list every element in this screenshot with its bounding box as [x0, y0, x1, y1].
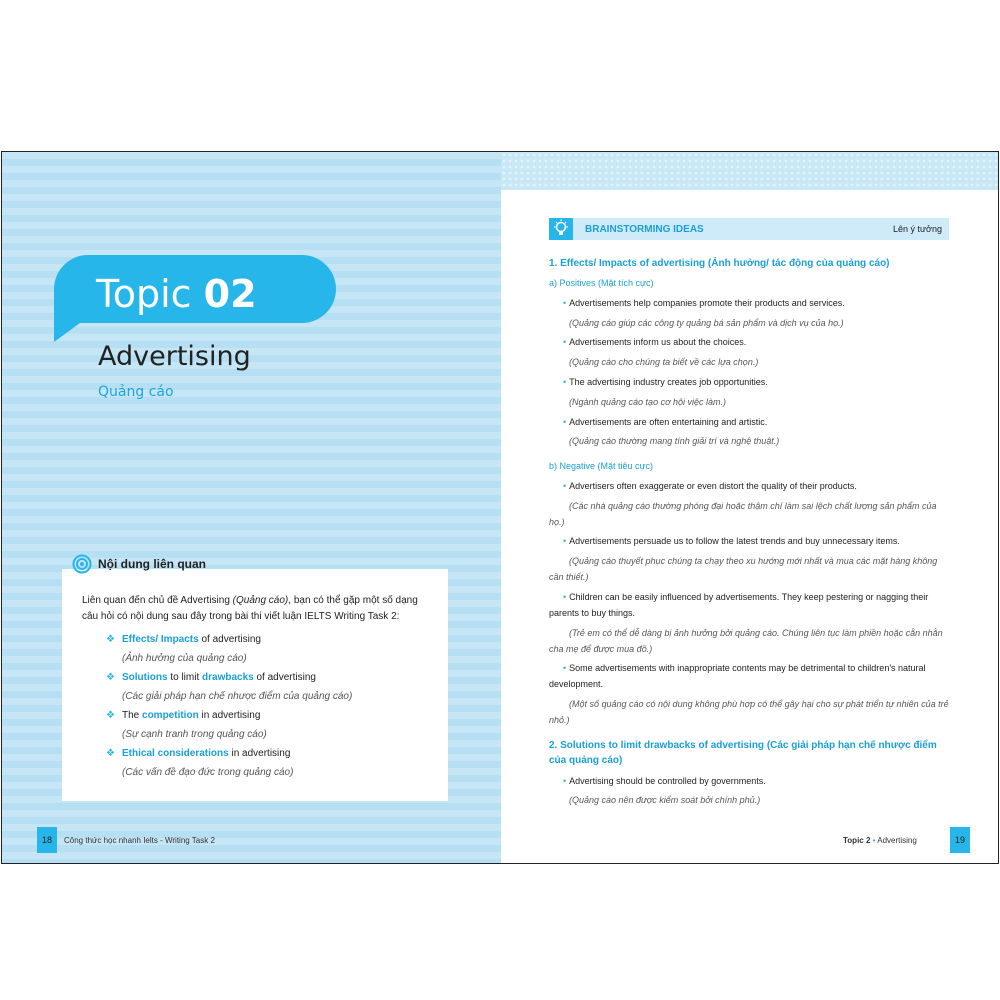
- bullet-icon: •: [563, 592, 567, 602]
- bullet-icon: •: [563, 776, 567, 786]
- bullet-icon: •: [563, 377, 567, 387]
- translation: (Quảng cáo cho chúng ta biết về các lựa chọn.): [569, 357, 759, 367]
- topic-label: Topic: [96, 272, 192, 316]
- page-number: 19: [950, 827, 970, 853]
- dotted-header-band: [501, 152, 999, 190]
- section-heading: 1. Effects/ Impacts of advertising (Ảnh hưởng/ tác động của quảng cáo): [549, 258, 890, 269]
- related-intro: Liên quan đến chủ đề Advertising (Quảng cáo), bạn có thể gặp một số dạng câu hỏi có nội dung sau đây trong bài thi viết luận IELTS Writing Task 2:: [82, 595, 418, 622]
- footer-text: Topic 2 • Advertising: [843, 836, 917, 845]
- page-number: 18: [37, 827, 57, 853]
- translation: (Quảng cáo nên được kiểm soát bởi chính phủ.): [569, 795, 761, 805]
- diamond-bullet-icon: ❖: [106, 634, 115, 645]
- list-item: • Advertisements help companies promote their products and services.: [563, 298, 845, 308]
- topic-number: 02: [203, 272, 257, 316]
- page-subtitle: Quảng cáo: [98, 384, 174, 400]
- topic-tab-tail: [54, 320, 84, 342]
- list-item: • Advertisements are often entertaining and artistic.: [563, 417, 768, 427]
- list-item: • Children can be easily influenced by advertisements. They keep pestering or nagging their parents to buy things.: [549, 592, 929, 618]
- list-item: • Advertisements persuade us to follow the latest trends and buy unnecessary items.: [563, 536, 900, 546]
- bullet-icon: •: [563, 481, 567, 491]
- left-page: Topic 02 Advertising Quảng cáo Nội dung liên quan Liên quan đến chủ đề Advertising (Quảng cáo), bạn có thể gặp một số dạng câu hỏi có nội dung sau đây trong bài thi viết luận IELTS Writing Task 2: ❖ Effects/ Impacts of advertising (Ảnh hưởng của quảng cáo) ❖ Solutions to limit drawbacks of advertising (Các giải pháp hạn chế nhược điểm của quảng cáo) ❖ The competition in advertising (Sự cạnh tranh trong quảng cáo) ❖ Ethical considerations in advertising (Các vấn đề đạo đức trong quảng cáo) 18 Công thức học nhanh Ielts - Writing Task 2: [2, 152, 501, 863]
- target-icon: [72, 554, 92, 574]
- topic-title: [96, 272, 257, 316]
- bullet-icon: •: [563, 337, 567, 347]
- bullet-icon: •: [563, 663, 567, 673]
- bullet-icon: •: [563, 298, 567, 308]
- translation: (Quảng cáo giúp các công ty quảng bá sản phẩm và dịch vụ của họ.): [569, 318, 844, 328]
- banner-title: BRAINSTORMING IDEAS: [585, 224, 704, 235]
- positives-label: a) Positives (Mặt tích cực): [549, 278, 654, 288]
- negatives-label: b) Negative (Mặt tiêu cực): [549, 461, 654, 471]
- banner-subtitle: Lên ý tưởng: [893, 224, 942, 234]
- translation: (Các nhà quảng cáo thường phóng đại hoặc thậm chí làm sai lệch chất lượng sản phẩm của họ.): [549, 501, 937, 527]
- list-item: • Advertisements inform us about the choices.: [563, 337, 747, 347]
- diamond-bullet-icon: ❖: [106, 672, 115, 683]
- related-heading: Nội dung liên quan: [98, 557, 206, 571]
- book-spread: [1, 151, 999, 864]
- section-heading: 2. Solutions to limit drawbacks of advertising (Các giải pháp hạn chế nhược điểm của quảng cáo): [549, 740, 937, 766]
- list-item: • Some advertisements with inappropriate contents may be detrimental to children's natural development.: [549, 663, 926, 689]
- right-page: [501, 152, 999, 863]
- bullet-icon: •: [563, 417, 567, 427]
- translation: (Trẻ em có thể dễ dàng bị ảnh hưởng bởi quảng cáo. Chúng liên tục làm phiền hoặc cằn nhằn cha mẹ để được mua đồ.): [549, 628, 943, 654]
- page-title: Advertising: [98, 341, 251, 372]
- list-item: • Advertising should be controlled by governments.: [563, 776, 766, 786]
- list-item: • Advertisers often exaggerate or even distort the quality of their products.: [563, 481, 857, 491]
- translation: (Một số quảng cáo có nội dung không phù hợp có thể gây hại cho sự phát triển tự nhiên của trẻ nhỏ.): [549, 699, 949, 725]
- translation: (Quảng cáo thường mang tính giải trí và nghệ thuật.): [569, 436, 780, 446]
- translation: (Quảng cáo thuyết phục chúng ta chạy theo xu hướng mới nhất và mua các mặt hàng không cần thiết.): [549, 556, 938, 582]
- lightbulb-icon: [549, 218, 573, 240]
- translation: (Ngành quảng cáo tạo cơ hội việc làm.): [569, 397, 727, 407]
- diamond-bullet-icon: ❖: [106, 710, 115, 721]
- list-item: • The advertising industry creates job opportunities.: [563, 377, 768, 387]
- diamond-bullet-icon: ❖: [106, 748, 115, 759]
- footer-text: Công thức học nhanh Ielts - Writing Task 2: [64, 836, 215, 845]
- bullet-icon: •: [563, 536, 567, 546]
